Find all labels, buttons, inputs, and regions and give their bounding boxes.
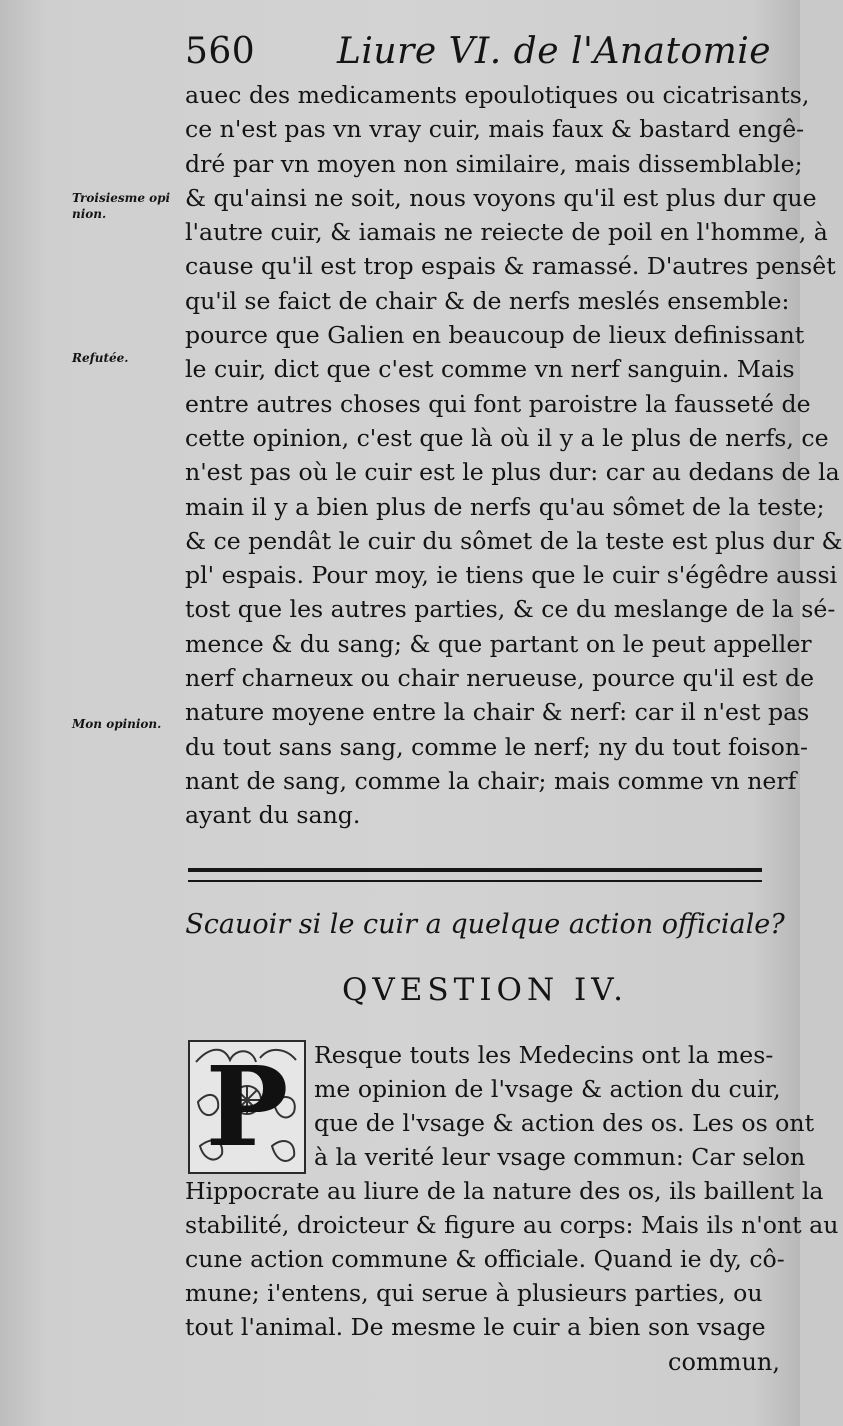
text-line: auec des medicaments epoulotiques ou cicatrisants, bbox=[185, 81, 810, 109]
text-line: n'est pas où le cuir est le plus dur: car au dedans de la bbox=[185, 458, 840, 487]
body-text bbox=[185, 78, 843, 833]
text-line: l'autre cuir, & iamais ne reiecte de poil en l'homme, à bbox=[185, 218, 828, 247]
text-line: le cuir, dict que c'est comme vn nerf sanguin. Mais bbox=[185, 355, 795, 384]
text-line: stabilité, droicteur & figure au corps: Mais ils n'ont au bbox=[185, 1211, 839, 1239]
text-line: à la verité leur vsage commun: Car selon bbox=[314, 1143, 806, 1171]
text-line: mence & du sang; & que partant on le peut appeller bbox=[185, 629, 812, 658]
margin-note-my-opinion: Mon opinion. bbox=[72, 717, 162, 731]
text-line: Hippocrate au liure de la nature des os, ils baillent la bbox=[185, 1177, 824, 1205]
question-text-beside-initial bbox=[314, 1038, 815, 1174]
page-number: 560 bbox=[185, 31, 256, 72]
text-line: nant de sang, comme la chair; mais comme vn nerf bbox=[185, 766, 797, 795]
text-line: main il y a bien plus de nerfs qu'au sômet de la teste; bbox=[185, 492, 825, 521]
text-line: cause qu'il est trop espais & ramassé. D'autres pensêt bbox=[185, 252, 836, 281]
text-line: entre autres choses qui font paroistre la fausseté de bbox=[185, 389, 811, 418]
text-line: nature moyene entre la chair & nerf: car il n'est pas bbox=[185, 698, 810, 727]
section-divider-rule bbox=[188, 868, 762, 882]
text-line: pource que Galien en beaucoup de lieux definissant bbox=[185, 321, 805, 350]
margin-note-refuted: Refutée. bbox=[72, 351, 129, 365]
margin-note-third-opinion: Troisiesme opi nion. bbox=[72, 191, 171, 221]
text-line: pl' espais. Pour moy, ie tiens que le cuir s'égêdre aussi bbox=[185, 561, 838, 590]
text-line: ce n'est pas vn vray cuir, mais faux & bastard engê- bbox=[185, 115, 805, 144]
question-heading: QVESTION IV. bbox=[341, 972, 629, 1008]
text-line: nerf charneux ou chair nerueuse, pource qu'il est de bbox=[185, 664, 815, 693]
question-text bbox=[185, 1174, 839, 1344]
text-line: que de l'vsage & action des os. Les os ont bbox=[314, 1109, 815, 1137]
section-title: Scauoir si le cuir a quelque action officiale? bbox=[185, 909, 785, 940]
drop-cap-letter: P bbox=[205, 1042, 289, 1171]
page-header bbox=[185, 28, 785, 76]
text-line: & ce pendât le cuir du sômet de la teste est plus dur & bbox=[185, 526, 843, 555]
text-line: tost que les autres parties, & ce du meslange de la sé- bbox=[185, 595, 836, 624]
text-line: cune action commune & officiale. Quand ie dy, cô- bbox=[185, 1245, 785, 1273]
text-line: & qu'ainsi ne soit, nous voyons qu'il est plus dur que bbox=[185, 183, 817, 212]
text-line: du tout sans sang, comme le nerf; ny du tout foison- bbox=[185, 732, 809, 761]
catchword: commun, bbox=[668, 1348, 780, 1376]
text-line: Resque touts les Medecins ont la mes- bbox=[314, 1041, 774, 1069]
decorated-initial bbox=[188, 1040, 306, 1174]
text-line: mune; i'entens, qui serue à plusieurs parties, ou bbox=[185, 1279, 763, 1307]
running-title: Liure VI. de l'Anatomie bbox=[337, 31, 772, 72]
text-line: cette opinion, c'est que là où il y a le plus de nerfs, ce bbox=[185, 423, 829, 452]
text-line: tout l'animal. De mesme le cuir a bien son vsage bbox=[185, 1313, 766, 1341]
text-line: dré par vn moyen non similaire, mais dissemblable; bbox=[185, 149, 803, 178]
text-line: me opinion de l'vsage & action du cuir, bbox=[314, 1075, 781, 1103]
text-line: qu'il se faict de chair & de nerfs meslés ensemble: bbox=[185, 286, 790, 315]
text-line: ayant du sang. bbox=[185, 801, 361, 830]
